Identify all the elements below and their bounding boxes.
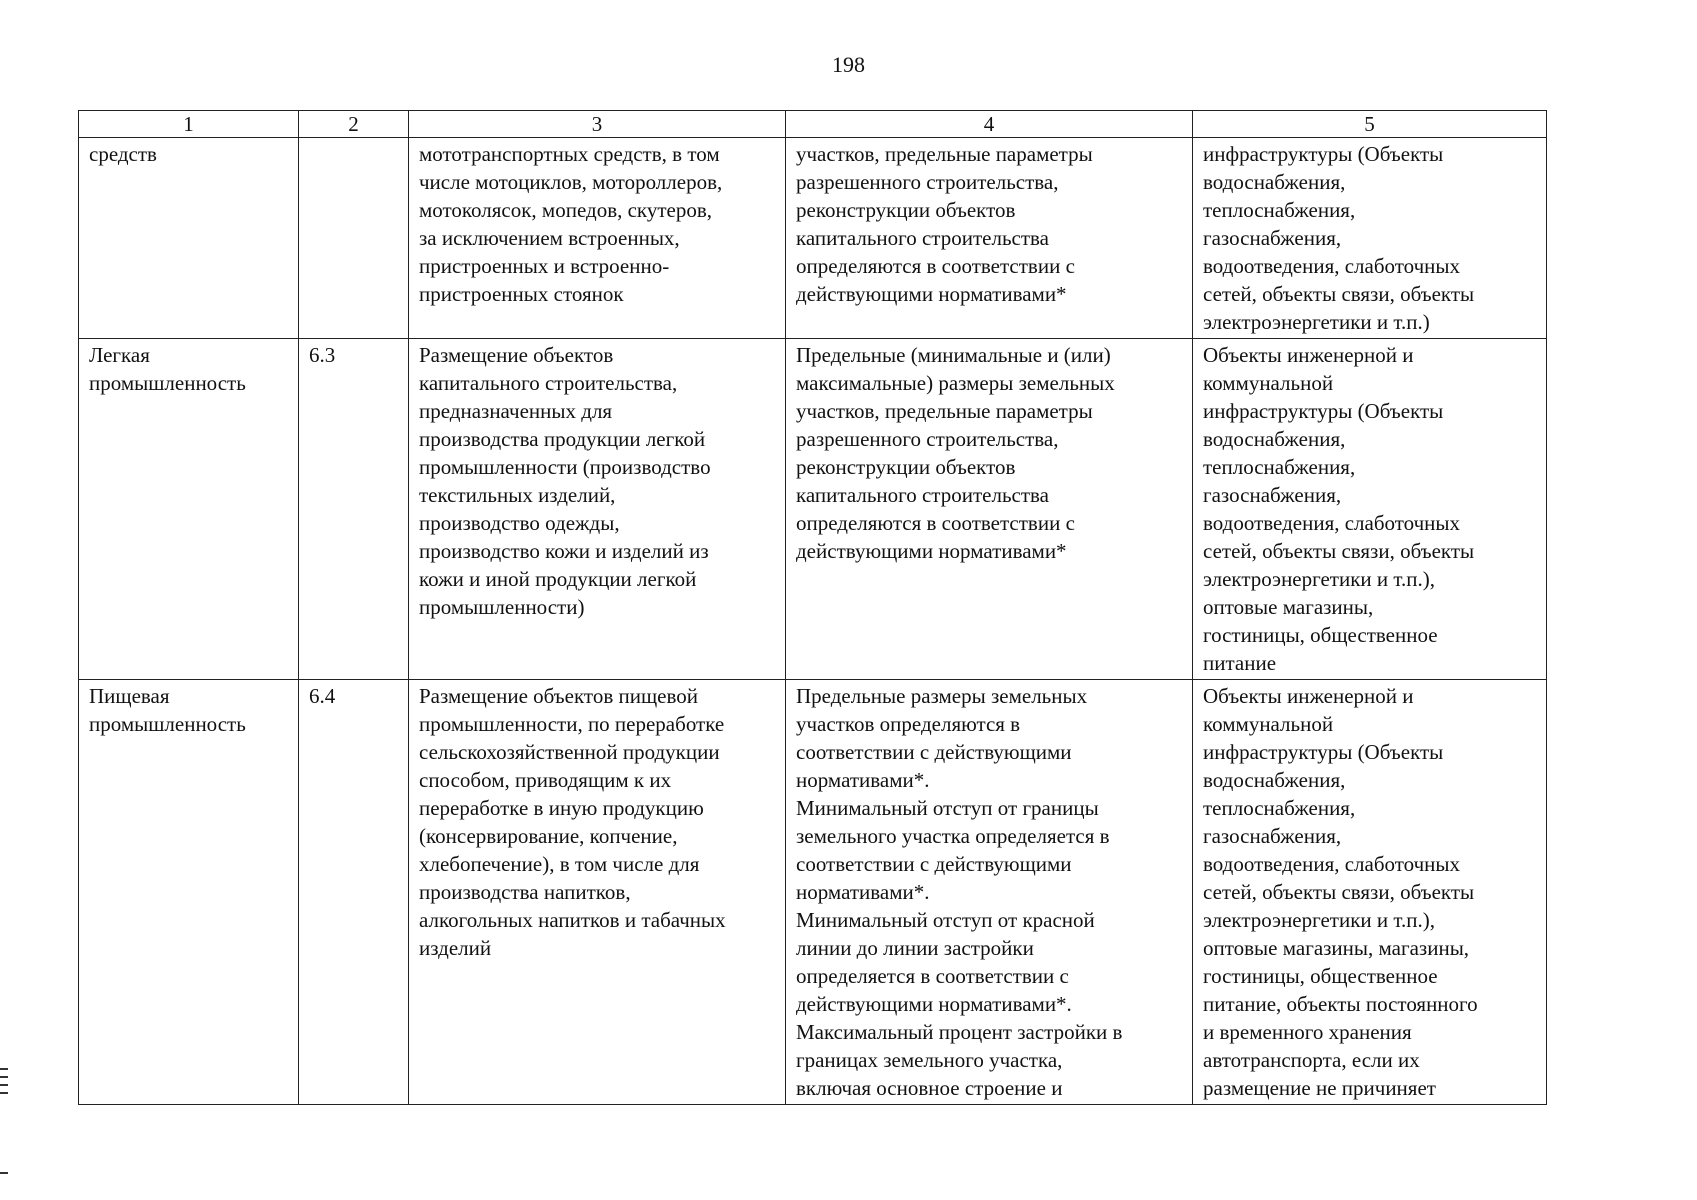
scan-margin-mark [0,1084,8,1086]
auxiliary-uses: Объекты инженерной и коммунальной инфраструктуры (Объекты водоснабжения, теплоснабжения, газоснабжения, водоотведения, слаботочных сетей, объекты связи, объекты электроэнергетики и т.п.), оптовые магазины, магазины, гостиницы, общественное питание, объекты постоянного и временного хранения автотранспорта, если их размещение не причиняет [1203,684,1478,1100]
table-row [79,680,1547,1105]
use-parameters-cell [786,138,1193,339]
use-description-cell [409,680,786,1105]
auxiliary-uses-cell [1193,680,1547,1105]
use-description: Размещение объектов капитального строительства, предназначенных для производства продукции легкой промышленности (производство текстильных изделий, производство одежды, производство кожи и изделий из кожи и иной продукции легкой промышленности) [419,343,711,619]
use-description: мототранспортных средств, в том числе мотоциклов, мотороллеров, мотоколясок, мопедов, скутеров, за исключением встроенных, пристроенных и встроенно- пристроенных стоянок [419,142,723,306]
zoning-table [78,110,1547,1105]
use-name-cell [79,339,299,680]
use-parameters-cell [786,339,1193,680]
use-code: 6.4 [309,684,336,708]
use-parameters: Предельные размеры земельных участков определяются в соответствии с действующими нормативами*. Минимальный отступ от границы земельного участка определяется в соответствии с действующими нормативами*. Минимальный отступ от красной линии до линии застройки определяется в соответствии с действующими нормативами*. Максимальный процент застройки в границах земельного участка, включая основное строение и [796,684,1123,1100]
use-code-cell [299,339,409,680]
auxiliary-uses-cell [1193,138,1547,339]
use-name: средств [89,142,157,166]
column-header-4: 4 [786,111,1193,138]
auxiliary-uses: инфраструктуры (Объекты водоснабжения, теплоснабжения, газоснабжения, водоотведения, слаботочных сетей, объекты связи, объекты электроэнергетики и т.п.) [1203,142,1475,334]
scan-margin-mark [0,1172,8,1174]
scan-margin-mark [0,1076,8,1078]
use-name: Легкая промышленность [89,343,246,395]
table-header-row [79,111,1547,138]
scan-margin-mark [0,1068,8,1070]
use-description-cell [409,138,786,339]
page-number: 198 [832,52,865,77]
use-parameters: участков, предельные параметры разрешенного строительства, реконструкции объектов капитального строительства определяются в соответствии с действующими нормативами* [796,142,1093,306]
use-code-cell [299,680,409,1105]
use-code-cell [299,138,409,339]
use-name-cell [79,680,299,1105]
column-header-2: 2 [299,111,409,138]
use-name: Пищевая промышленность [89,684,246,736]
scan-margin-mark [0,1092,8,1094]
table-row [79,138,1547,339]
column-header-3: 3 [409,111,786,138]
use-name-cell [79,138,299,339]
use-description: Размещение объектов пищевой промышленности, по переработке сельскохозяйственной продукции способом, приводящим к их переработке в иную продукцию (консервирование, копчение, хлебопечение), в том числе для производства напитков, алкогольных напитков и табачных изделий [419,684,726,960]
auxiliary-uses-cell [1193,339,1547,680]
table-row [79,339,1547,680]
use-parameters: Предельные (минимальные и (или) максимальные) размеры земельных участков, предельные параметры разрешенного строительства, реконструкции объектов капитального строительства определяются в соответствии с действующими нормативами* [796,343,1115,563]
use-description-cell [409,339,786,680]
use-code: 6.3 [309,343,336,367]
column-header-5: 5 [1193,111,1547,138]
use-parameters-cell [786,680,1193,1105]
auxiliary-uses: Объекты инженерной и коммунальной инфраструктуры (Объекты водоснабжения, теплоснабжения, газоснабжения, водоотведения, слаботочных сетей, объекты связи, объекты электроэнергетики и т.п.), оптовые магазины, гостиницы, общественное питание [1203,343,1475,675]
column-header-1: 1 [79,111,299,138]
